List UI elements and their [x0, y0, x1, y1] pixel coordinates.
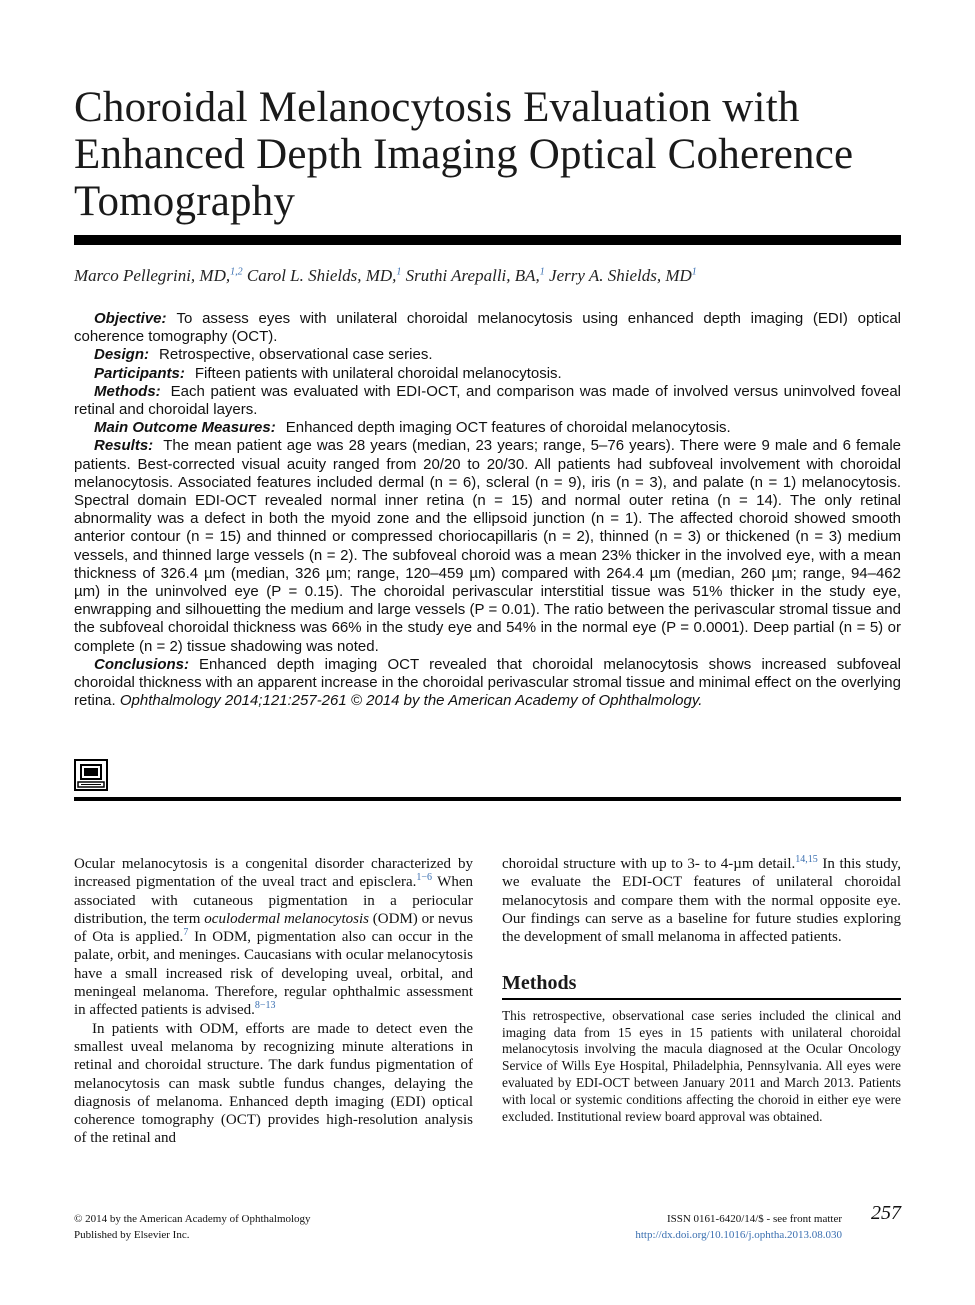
- methods-heading: Methods: [502, 972, 577, 995]
- issn-line: ISSN 0161-6420/14/$ - see front matter: [666, 1213, 842, 1225]
- abstract-text: Each patient was evaluated with EDI-OCT, and comparison was made of involved versus uninvolved foveal retinal and choroidal layers.: [74, 382, 901, 419]
- article-title: Choroidal Melanocytosis Evaluation with Enhanced Depth Imaging Optical Coherence Tomography: [74, 84, 854, 225]
- author-name: Carol L. Shields, MD,: [246, 266, 397, 285]
- body-column-left: [74, 855, 473, 1148]
- author-affiliation[interactable]: 1,2: [230, 266, 243, 278]
- abstract-label: Methods:: [94, 382, 161, 400]
- abstract-divider: [74, 797, 901, 801]
- abstract-text: To assess eyes with unilateral choroidal melanocytosis using enhanced depth imaging (EDI) optical coherence tomography (OCT).: [74, 310, 901, 346]
- author-affiliation[interactable]: 1: [396, 266, 402, 278]
- computer-monitor-icon[interactable]: [74, 759, 108, 791]
- abstract-text: Retrospective, observational case series.: [159, 346, 433, 364]
- abstract-participants: [74, 365, 901, 383]
- abstract-objective: [74, 310, 901, 346]
- publisher-line: Published by Elsevier Inc.: [74, 1229, 190, 1241]
- abstract-text: The mean patient age was 28 years (median, 23 years; range, 5–76 years). There were 9 male and 6 female patients. Best-corrected visual acuity ranged from 20/20 to 20/30. All patients had subfoveal involvement with choroidal melanocytosis. Associated features included dermal (n = 6), scleral (n = 9), iris (n = 3), and palate (n = 1) melanocytosis. Spectral domain EDI-OCT revealed normal inner retina (n = 15) and normal outer retina (n = 14). The only retinal abnormality was a defect in both the myoid zone and the ellipsoid junction (n = 1). The affected choroid showed smooth anterior contour (n = 15) and thinned or compressed choriocapillaris (n = 2), thinned (n = 3) or thickened (n = 3) medium vessels, and thinned large vessels (n = 2). The subfoveal choroid was a mean 23% thicker in the involved eye, with a mean thickness of 326.4 µm (median, 326 µm; range, 120–459 µm) compared with 264.4 µm (median, 260 µm; range, 94–462 µm) in the uninvolved eye (P = 0.15). The choroidal perivascular interstitial tissue was 51% thicker in the study eye, enwrapping and silhouetting the medium and large vessels (P = 0.01). The ratio between the perivascular stromal tissue and the subfoveal choroidal thickness was 66% in the study eye and 54% in the normal eye (P = 0.0001). Deep partial (n = 5) or complete (n = 2) tissue shadowing was noted.: [74, 437, 901, 655]
- reference-link[interactable]: 7: [183, 927, 189, 939]
- author-affiliation[interactable]: 1: [539, 266, 545, 278]
- author-list: [74, 266, 904, 286]
- doi-link[interactable]: http://dx.doi.org/10.1016/j.ophtha.2013.08.030: [635, 1229, 842, 1241]
- abstract-label: Design:: [94, 346, 150, 364]
- abstract-design: [74, 346, 901, 364]
- methods-paragraph: This retrospective, observational case series included the clinical and imaging data from 15 eyes in 15 patients with unilateral choroidal melanocytosis involving the macula diagnosed at the Ocular Oncology Service of Wills Eye Hospital, Philadelphia, Pennsylvania. All eyes were evaluated by EDI-OCT between January 2011 and March 2013. Patients with local or systemic conditions affecting the choroid in either eye were excluded. Institutional review board approval was obtained.: [502, 1007, 901, 1124]
- abstract-label: Results:: [94, 437, 154, 455]
- reference-link[interactable]: 1−6: [416, 872, 433, 884]
- footer-left: [74, 1211, 311, 1243]
- abstract-outcomes: [74, 419, 901, 437]
- intro-paragraph-1: Ocular melanocytosis is a congenital disorder characterized by increased pigmentation of the uveal tract and episclera.$^{1-6}$ When associated with cutaneous pigmentation in a periocular distribution, the term oculodermal melanocytosis (ODM) or nevus of Ota is applied.$^7$ In ODM, pigmentation also can occur in the palate, orbit, and meninges. Caucasians with ocular melanocytosis have a small increased risk of developing uveal, orbital, and meningeal melanoma. Therefore, regular ophthalmic assessment in affected patients is advised.$^{8-13}$: [74, 856, 473, 1019]
- abstract: [74, 310, 901, 710]
- page-number: 257: [871, 1202, 901, 1224]
- abstract-conclusions: [74, 656, 901, 711]
- author-name: Sruthi Arepalli, BA,: [405, 266, 540, 285]
- footer-right: [560, 1211, 842, 1243]
- abstract-label: Conclusions:: [94, 655, 190, 673]
- title-divider: [74, 235, 901, 245]
- author-name: Jerry A. Shields, MD: [549, 266, 692, 285]
- author-name: Marco Pellegrini, MD,: [74, 266, 231, 285]
- abstract-citation: Ophthalmology 2014;121:257-261 © 2014 by the American Academy of Ophthalmology.: [119, 692, 703, 710]
- reference-link[interactable]: 14,15: [795, 854, 818, 865]
- intro-paragraph-2: In patients with ODM, efforts are made to detect even the smallest uveal melanoma by recognizing minute alterations in retinal and choroidal structure. The dark fundus pigmentation of melanocytosis can mask subtle fundus changes, delaying the diagnosis of melanoma. Enhanced depth imaging (EDI) optical coherence tomography (OCT) provides high-resolution analysis of the retinal and: [74, 1020, 473, 1147]
- author-affiliation[interactable]: 1: [691, 266, 697, 278]
- abstract-results: [74, 437, 901, 655]
- reference-link[interactable]: 8−13: [254, 1000, 276, 1012]
- intro-paragraph-3: choroidal structure with up to 3- to 4-µm detail.$^{14,15}$ In this study, we evaluate the EDI-OCT features of unilateral choroidal melanocytosis and compare them with the normal opposite eye. Our findings can serve as a baseline for future studies exploring the development of small melanoma in affected patients.: [502, 854, 901, 946]
- methods-divider: [502, 998, 901, 1000]
- copyright-line: © 2014 by the American Academy of Ophthalmology: [74, 1213, 311, 1225]
- abstract-text: Fifteen patients with unilateral choroidal melanocytosis.: [194, 364, 562, 382]
- abstract-label: Objective:: [94, 310, 167, 327]
- abstract-text: Enhanced depth imaging OCT features of choroidal melanocytosis.: [285, 419, 731, 437]
- abstract-text: Enhanced depth imaging OCT revealed that choroidal melanocytosis shows increased subfoveal choroidal thickness with an apparent increase in the choroidal perivascular stromal tissue and minimal effect on the overlying retina.: [74, 655, 901, 710]
- abstract-label: Participants:: [94, 364, 185, 382]
- abstract-methods: [74, 383, 901, 419]
- body-column-right: [502, 855, 901, 1125]
- term-oculodermal: oculodermal melanocytosis: [204, 910, 369, 927]
- abstract-label: Main Outcome Measures:: [94, 419, 276, 437]
